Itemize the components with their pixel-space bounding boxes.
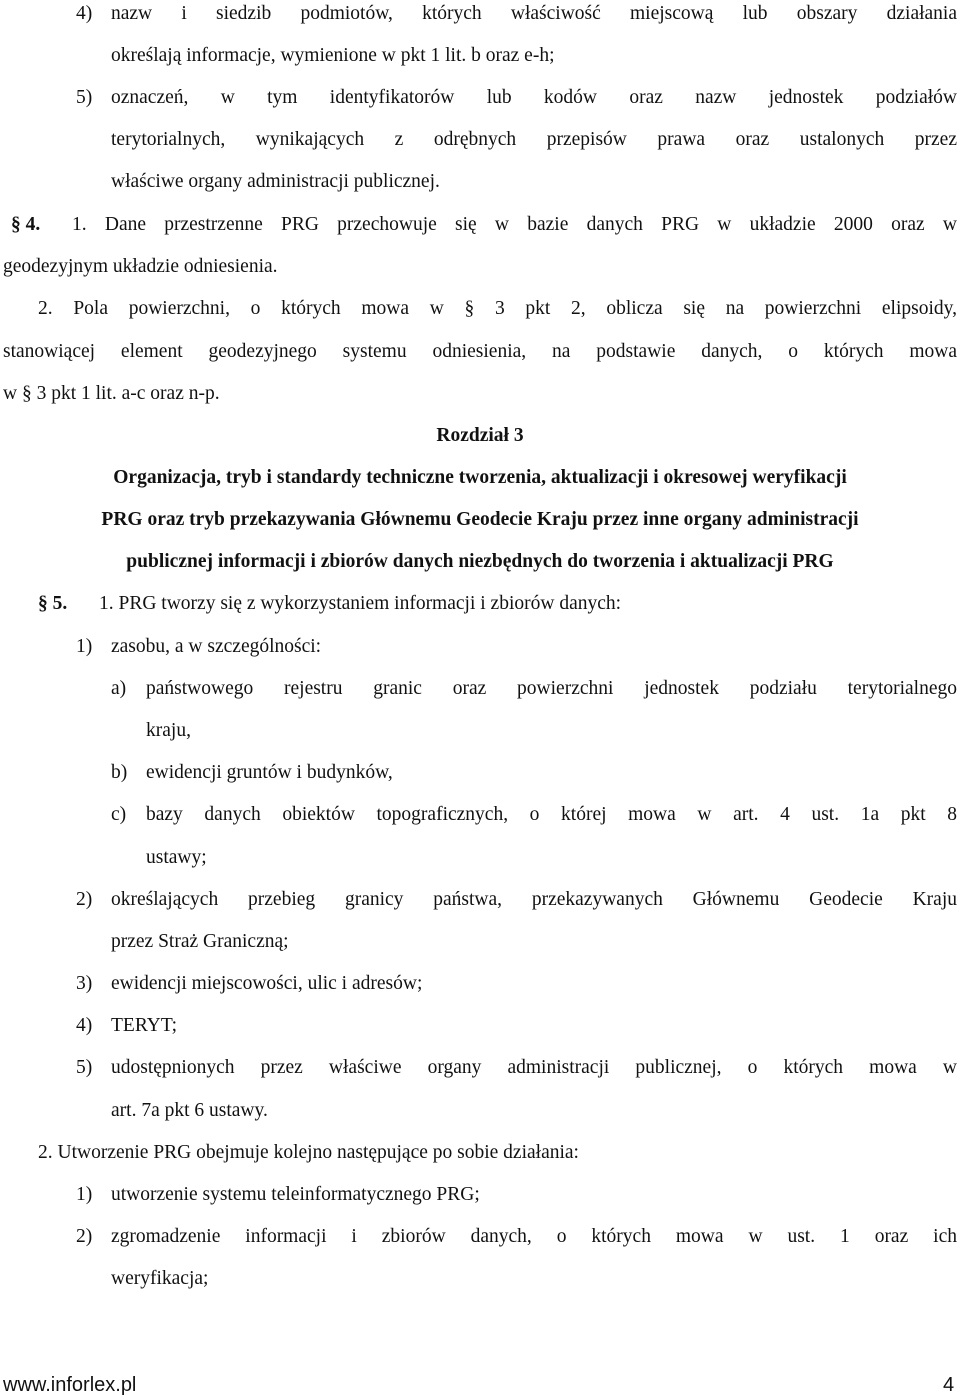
paragraph-line <box>38 296 957 322</box>
chapter-title-line: PRG oraz tryb przekazywania Głównemu Geodecie Kraju przez inne organy administracji <box>101 509 859 530</box>
list-item-text: bazy danych obiektów topograficznych, o której mowa w art. 4 ust. 1a pkt 8 <box>146 804 957 825</box>
list-item-text: terytorialnych, wynikających z odrębnych przepisów prawa oraz ustalonych przez <box>111 129 957 150</box>
list-item-line: ustawy; <box>146 847 207 868</box>
list-item-line: ewidencji miejscowości, ulic i adresów; <box>111 973 423 994</box>
list-item-text: państwowego rejestru granic oraz powierzchni jednostek podziału terytorialnego <box>146 678 957 699</box>
list-item-line: kraju, <box>146 720 191 741</box>
paragraph-text: 2. Pola powierzchni, o których mowa w § 3 pkt 2, oblicza się na powierzchni elipsoidy, <box>38 298 957 319</box>
paragraph-text: 1. Dane przestrzenne PRG przechowuje się w bazie danych PRG w układzie 2000 oraz w <box>72 214 957 235</box>
list-letter: b) <box>111 762 128 783</box>
list-item-line <box>111 887 957 913</box>
list-number: 5) <box>76 1057 93 1078</box>
paragraph-line: 1. PRG tworzy się z wykorzystaniem informacji i zbiorów danych: <box>99 593 622 614</box>
list-item-line <box>146 676 957 702</box>
list-number: 2) <box>76 1226 93 1247</box>
list-item-line <box>111 1 957 27</box>
chapter-title-line: Organizacja, tryb i standardy techniczne tworzenia, aktualizacji i okresowej weryfikacji <box>113 467 847 488</box>
paragraph-line: geodezyjnym układzie odniesienia. <box>3 256 278 277</box>
chapter-title-line: publicznej informacji i zbiorów danych niezbędnych do tworzenia i aktualizacji PRG <box>126 551 834 572</box>
list-item-line: TERYT; <box>111 1015 178 1036</box>
list-item-line: określają informacje, wymienione w pkt 1 lit. b oraz e-h; <box>111 45 555 66</box>
footer-website-link[interactable]: www.inforlex.pl <box>3 1374 137 1396</box>
list-item-line: przez Straż Graniczną; <box>111 931 289 952</box>
section-marker: § 5. <box>38 593 68 614</box>
chapter-number: Rozdział 3 <box>436 425 524 446</box>
list-item-line <box>111 1224 957 1250</box>
list-item-line: utworzenie systemu teleinformatycznego PRG; <box>111 1184 480 1205</box>
list-letter: c) <box>111 804 127 825</box>
list-number: 5) <box>76 87 93 108</box>
list-item-line: właściwe organy administracji publicznej. <box>111 171 440 192</box>
paragraph-text: stanowiącej element geodezyjnego systemu odniesienia, na podstawie danych, o których mowa <box>3 341 957 362</box>
list-number: 4) <box>76 1015 93 1036</box>
list-item-line: ewidencji gruntów i budynków, <box>146 762 393 783</box>
list-item-text: udostępnionych przez właściwe organy administracji publicznej, o których mowa w <box>111 1057 957 1078</box>
list-item-text: nazw i siedzib podmiotów, których właściwość miejscową lub obszary działania <box>111 3 957 24</box>
list-number: 1) <box>76 636 93 657</box>
list-number: 3) <box>76 973 93 994</box>
list-item-line: art. 7a pkt 6 ustawy. <box>111 1100 268 1121</box>
paragraph-line <box>3 339 957 365</box>
page-number: 4 <box>943 1374 955 1396</box>
paragraph-line: 2. Utworzenie PRG obejmuje kolejno następujące po sobie działania: <box>38 1142 579 1163</box>
list-item-text: oznaczeń, w tym identyfikatorów lub kodów oraz nazw jednostek podziałów <box>111 87 957 108</box>
list-number: 2) <box>76 889 93 910</box>
list-item-text: zgromadzenie informacji i zbiorów danych, o których mowa w ust. 1 oraz ich <box>111 1226 957 1247</box>
list-item-line: weryfikacja; <box>111 1268 209 1289</box>
list-number: 4) <box>76 3 93 24</box>
list-item-line: zasobu, a w szczególności: <box>111 636 322 657</box>
list-item-line <box>111 85 957 111</box>
list-item-line <box>146 802 957 828</box>
section-marker: § 4. <box>11 214 41 235</box>
paragraph-line <box>72 212 957 238</box>
list-item-line <box>111 127 957 153</box>
list-item-text: określających przebieg granicy państwa, przekazywanych Głównemu Geodecie Kraju <box>111 889 957 910</box>
paragraph-line: w § 3 pkt 1 lit. a-c oraz n-p. <box>3 383 220 404</box>
list-letter: a) <box>111 678 127 699</box>
list-item-line <box>111 1055 957 1081</box>
list-number: 1) <box>76 1184 93 1205</box>
